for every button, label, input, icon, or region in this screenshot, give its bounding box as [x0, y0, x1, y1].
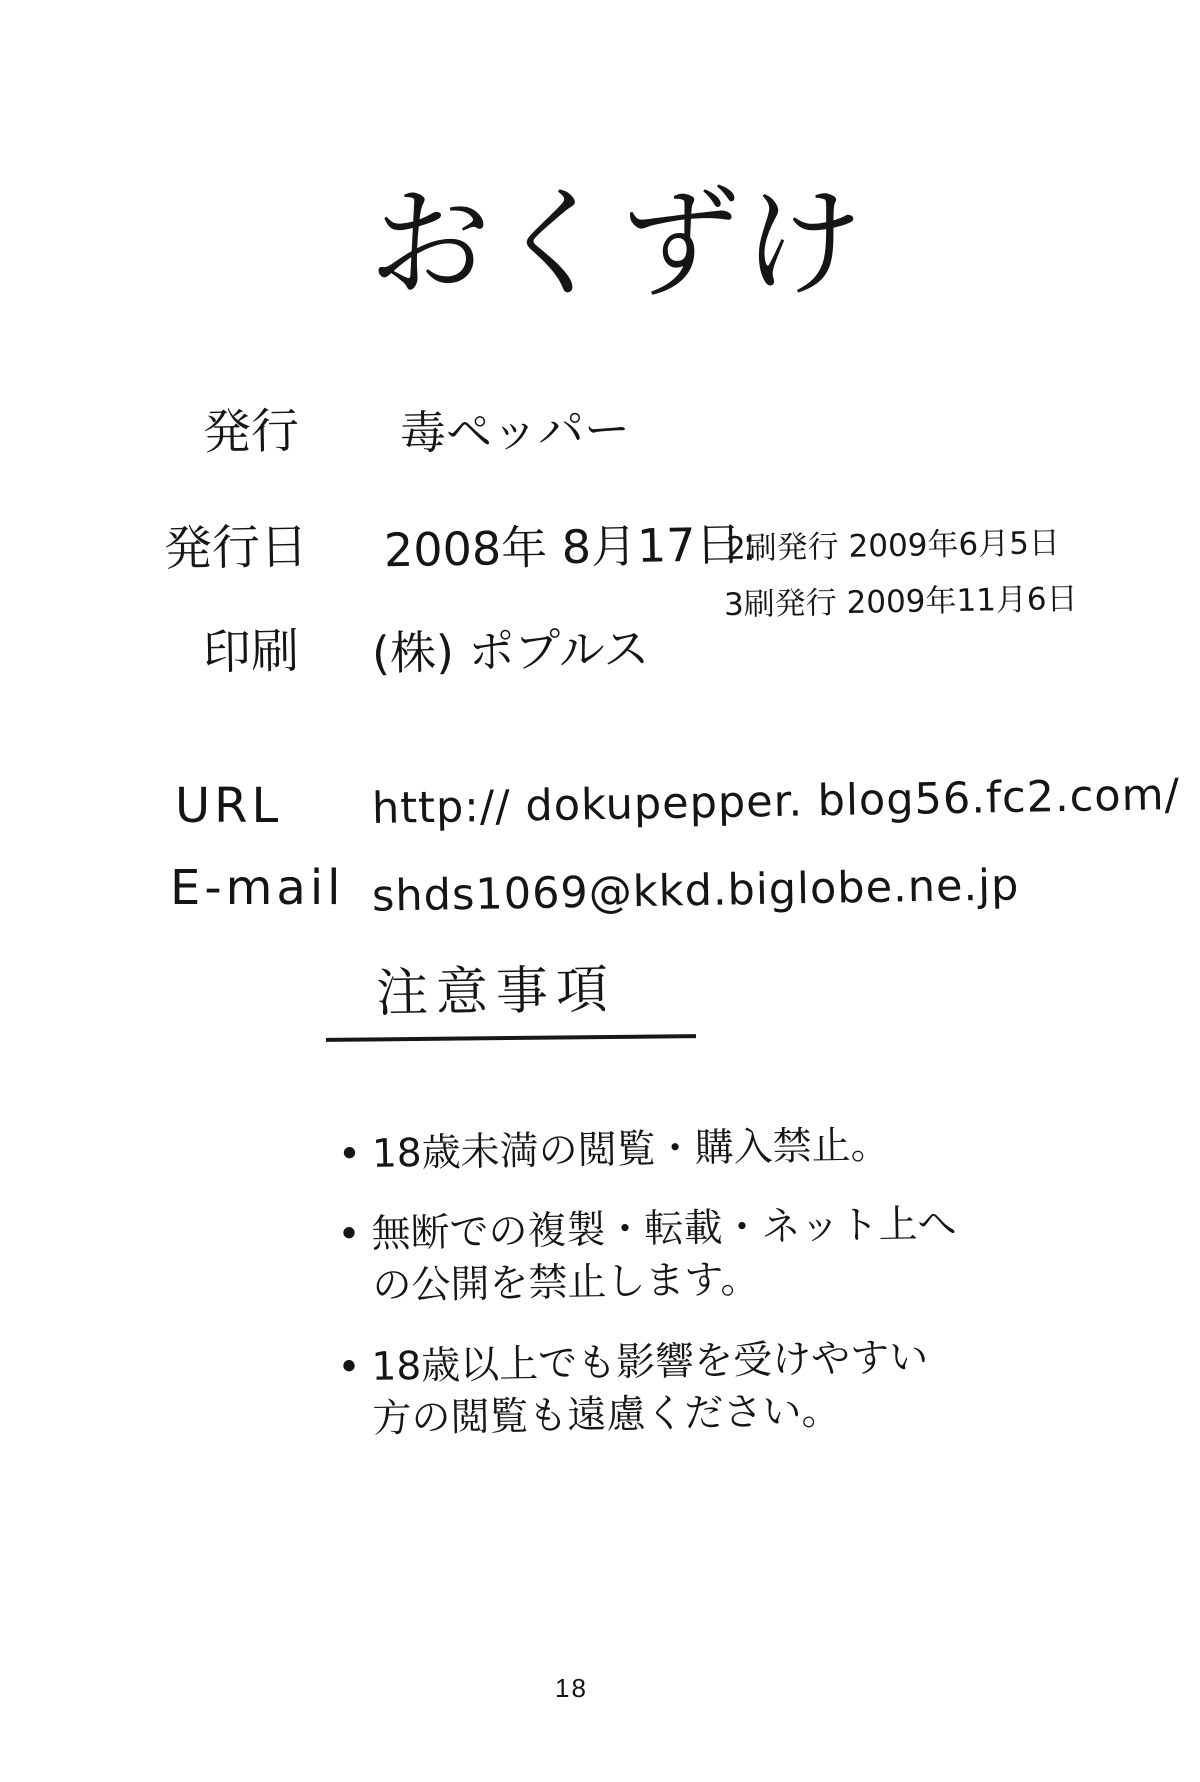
printer-value: (株) ポプルス	[371, 621, 650, 681]
notice-item-sensitive-readers	[337, 1331, 959, 1446]
publisher-value: 毒ペッパー	[399, 401, 631, 461]
notice-item-copyright	[337, 1199, 959, 1314]
bullet-dot-icon: •	[337, 1344, 361, 1391]
notice-underline	[326, 1034, 696, 1042]
notice-text: 無断での複製・転載・ネット上への公開を禁止します。	[371, 1201, 957, 1310]
issue-date-value: 2008年 8月17日:	[383, 516, 758, 578]
notice-item-under-18	[338, 1119, 959, 1182]
issue-date-label: 発行日	[163, 518, 309, 578]
third-print-note: 3刷発行 2009年11月6日	[723, 580, 1078, 624]
notice-text: 18歳未満の閲覧・購入禁止。	[371, 1122, 890, 1177]
publisher-label: 発行	[202, 403, 300, 461]
email-label: E-mail	[170, 860, 345, 916]
email-address: shds1069@kkd.biglobe.ne.jp	[371, 860, 1020, 922]
printer-label: 印刷	[202, 623, 300, 681]
document-title: おくずけ	[366, 175, 870, 314]
bullet-dot-icon: •	[337, 1132, 362, 1178]
notice-list	[338, 1124, 958, 1469]
notice-text: 18歳以上でも影響を受けやすい方の閲覧も遠慮ください。	[371, 1334, 929, 1442]
blog-url: http:// dokupepper. blog56.fc2.com/	[371, 769, 1181, 835]
notice-heading: 注意事項	[375, 959, 617, 1025]
bullet-dot-icon: •	[337, 1212, 361, 1258]
url-label: URL	[175, 778, 283, 834]
second-print-note: 2刷発行 2009年6月5日	[725, 525, 1061, 567]
page-number: 18	[555, 1673, 588, 1703]
